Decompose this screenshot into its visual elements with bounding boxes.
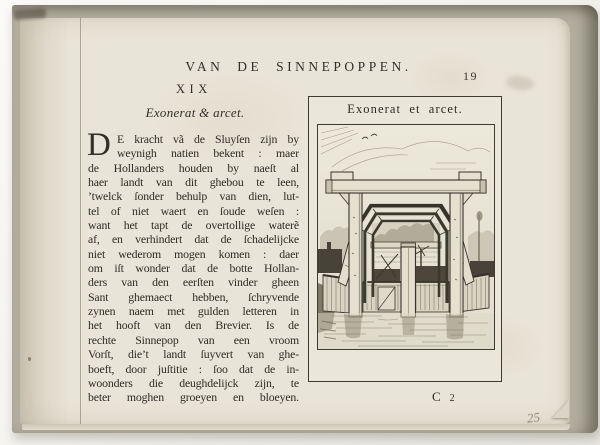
handwritten-page-number: 25 [526, 409, 541, 426]
body-line: boeft, door juſtitie : ſoo dat de in- [88, 361, 299, 376]
body-line: om iſt wonder dat de botte Hollan- [88, 261, 299, 276]
body-line: tel of niet waert en ſoude weſen : [88, 203, 299, 218]
body-line: het hooft van den Brevier. Is de [88, 318, 299, 333]
paper-speck [28, 357, 31, 361]
body-text [87, 127, 299, 405]
emblem-motto: Exonerat & arcet. [145, 105, 245, 120]
body-line: beter moghen groeyen en bloeyen. [88, 390, 299, 405]
section-number: XIX [176, 82, 212, 96]
body-line: de Hollanders houden by naeſt al [88, 160, 299, 175]
body-line: niet wederom mogen komen : daer [88, 246, 299, 261]
body-line: weynigh natien bekent : maer [117, 146, 299, 161]
body-line: ’twelck ſonder behulp van dien, lut- [88, 189, 299, 204]
emblem-caption: Exonerat et arcet. [347, 102, 463, 116]
signature-mark [432, 388, 455, 406]
water [318, 313, 494, 349]
central-gate-post [401, 243, 416, 317]
body-line: Sant ghemaect hebben, ſchryvende [88, 289, 299, 304]
body-line: haer landt van dit ghebou te leen, [88, 175, 299, 190]
running-title: VAN DE SINNEPOPPEN. [185, 59, 412, 74]
cover-corner-fold [552, 400, 569, 418]
page-number: 19 [463, 69, 478, 83]
drop-cap: D [87, 127, 111, 163]
binding-gutter [20, 18, 81, 424]
emblem-plate [308, 96, 502, 382]
page-block-edge [22, 424, 570, 430]
body-line: woonders die deughdelijck zijn, te [88, 375, 299, 390]
body-line: want het tapt de overtollige waterẽ [88, 218, 299, 233]
body-line: ders van den eerſten vinder gheen [88, 275, 299, 290]
body-line: Vorſt, die’t landt ſuyvert van ghe- [88, 347, 299, 362]
body-line: af, en verhindert dat de ſchadelijcke [88, 232, 299, 247]
emblem-etching [317, 124, 495, 350]
signature-numeral: 2 [449, 393, 455, 404]
etching-sky [321, 127, 490, 171]
body-line: zynen naem met gulden letteren in [88, 304, 299, 319]
body-line: rechte Sinnepop van een vroom [88, 332, 299, 347]
signature-letter: C [432, 389, 441, 404]
body-line: E kracht vã de Sluyſen zijn by [117, 132, 299, 146]
